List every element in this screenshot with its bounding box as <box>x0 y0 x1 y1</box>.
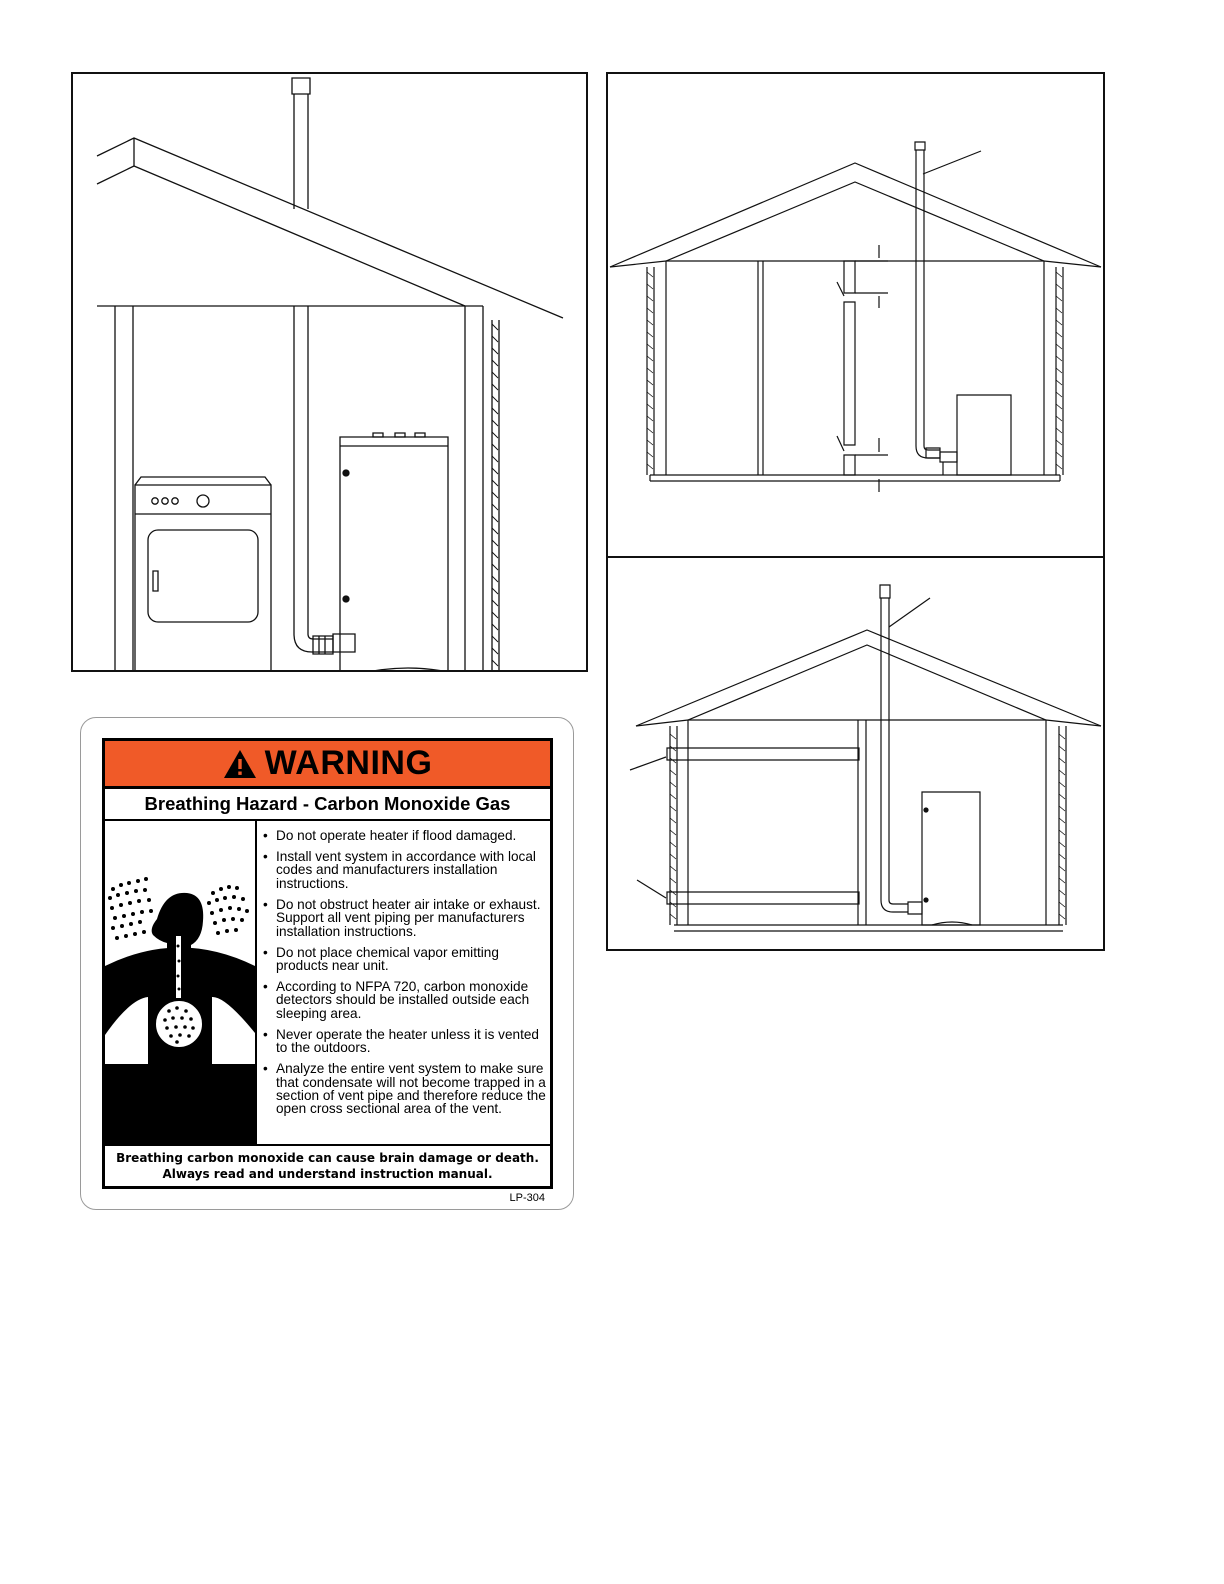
warning-bullet: • According to NFPA 720, carbon monoxide detectors should be installed outside each sleeping area. <box>263 980 553 1020</box>
warning-signal-word: WARNING <box>264 744 433 782</box>
warning-bullet: • Do not place chemical vapor emitting products near unit. <box>263 946 553 973</box>
figure-house-vent-sections <box>606 72 1105 951</box>
figure-laundry-vent <box>71 72 588 672</box>
warning-bullet: • Analyze the entire vent system to make sure that condensate will not become trapped in a section of vent pipe and therefore reduce the open cross sectional area of the vent. <box>263 1062 553 1116</box>
warning-bullet: • Never operate the heater unless it is vented to the outdoors. <box>263 1028 553 1055</box>
warning-header <box>105 741 550 789</box>
laundry-vent-drawing <box>73 74 588 672</box>
label-code: LP-304 <box>509 1192 545 1204</box>
warning-bullet: • Install vent system in accordance with local codes and manufacturers installation instructions. <box>263 850 553 890</box>
vertical-vent-drawing <box>608 74 1105 951</box>
warning-bullet-list <box>263 829 553 1123</box>
warning-bullet: • Do not operate heater if flood damaged. <box>263 829 553 842</box>
warning-label <box>80 717 574 1210</box>
warning-triangle-icon <box>223 749 257 779</box>
warning-frame <box>102 738 553 1189</box>
warning-footer-line2: Always read and understand instruction manual. <box>162 1166 493 1181</box>
warning-footer <box>105 1144 550 1186</box>
warning-bullet: • Do not obstruct heater air intake or exhaust. Support all vent piping per manufacturers installation instructions. <box>263 898 553 938</box>
hazard-title: Breathing Hazard - Carbon Monoxide Gas <box>105 789 550 821</box>
carbon-monoxide-breathing-icon <box>105 821 257 1144</box>
warning-footer-line1: Breathing carbon monoxide can cause brain damage or death. <box>116 1151 539 1165</box>
